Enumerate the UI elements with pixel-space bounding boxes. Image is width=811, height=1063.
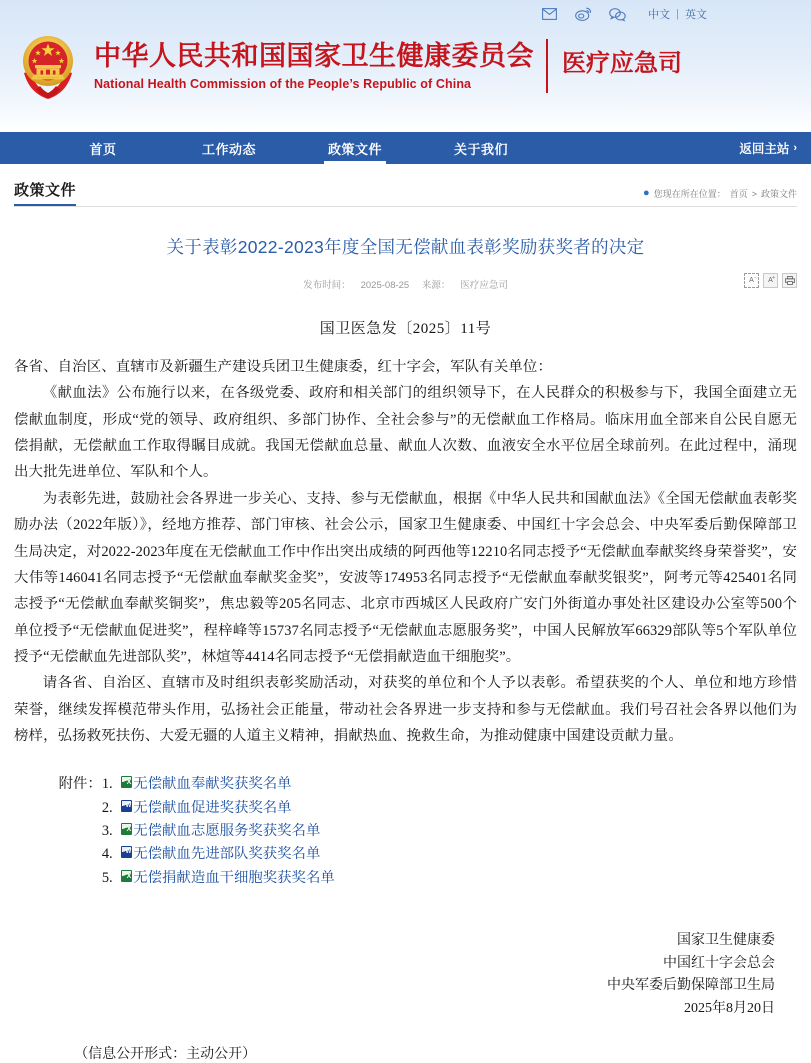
font-decrease-button[interactable]: [744, 273, 759, 288]
paragraph-background: 《献血法》公布施行以来，在各级党委、政府和相关部门的组织领导下，在人民群众的积极参与下，我国全面建立无偿献血制度，形成“党的领导、政府组织、多部门协作、全社会参与”的无偿献血工作格局。临床用血全部来自公民自愿无偿捐献，无偿献血工作取得瞩目成就。我国无偿献血总量、献血人次数、血液安全水平位居全球前列。在此过程中，涌现出大批先进单位、军队和个人。: [14, 385, 797, 481]
article-body: [14, 354, 797, 749]
section-bar: [14, 173, 797, 207]
utility-bar: [0, 0, 811, 28]
attachment-item[interactable]: [102, 820, 335, 843]
article-title: 关于表彰2022-2023年度全国无偿献血表彰奖励获奖者的决定: [166, 237, 645, 257]
attachments-list: [102, 773, 335, 890]
language-switch: [642, 6, 713, 22]
document-number: 国卫医急发〔2025〕11号: [319, 321, 492, 337]
article-tools: [744, 273, 797, 288]
breadcrumb-separator: >: [751, 188, 757, 199]
breadcrumb-home-link[interactable]: 首页: [729, 189, 748, 199]
paragraph-awards: 为表彰先进，鼓励社会各界进一步关心、支持、参与无偿献血，根据《中华人民共和国献血法》《全国无偿献血表彰奖励办法（2022年版）》，经地方推荐、部门审核、社会公示，国家卫生健康委、中国红十字会总会、中央军委后勤保障部卫生局决定，对2022-2023年度在无偿献血工作中作出突出成绩的阿西他等12210名同志授予“无偿献血奉献奖终身荣誉奖”，安大伟等146041名同志授予“无偿献血奉献奖金奖”，安波等174953名同志授予“无偿献血奉献奖银奖”，阿考元等425401名同志授予“无偿献血奉献奖铜奖”，焦忠毅等205名同志、北京市西城区人民政府广安门外街道办事处社区建设办公室等500个单位授予“无偿献血促进奖”，程梓峰等15737名同志授予“无偿献血志愿服务奖”，中国人民解放军66329部队等5个军队单位授予“无偿献血先进部队奖”，林煊等4414名同志授予“无偿捐献造血干细胞奖”。: [14, 490, 797, 665]
site-title-en: National Health Commission of the People’s Republic of China: [94, 77, 472, 92]
attachments-label: 附件：: [58, 776, 102, 793]
weibo-icon[interactable]: [566, 3, 600, 25]
publish-time-label: 发布时间：: [303, 280, 351, 291]
attachment-item[interactable]: [102, 773, 335, 796]
excel-file-icon: [121, 776, 132, 788]
attachment-link[interactable]: 无偿献血先进部队奖获奖名单: [133, 846, 321, 863]
font-increase-glyph: A: [768, 277, 773, 284]
font-increase-sup: +: [772, 275, 775, 281]
location-pin-icon: ●: [643, 187, 650, 199]
attachment-link[interactable]: 无偿捐献造血干细胞奖获奖名单: [133, 869, 335, 886]
signature-line: 国家卫生健康委: [677, 933, 775, 949]
site-header: [0, 0, 811, 132]
attachments-row: [14, 773, 797, 890]
word-file-icon: [121, 846, 132, 858]
breadcrumb-prefix: 您现在所在位置：: [653, 189, 726, 199]
attachment-item[interactable]: [102, 797, 335, 820]
paragraph-call-to-action: 请各省、自治区、直辖市及时组织表彰奖励活动，对获奖的单位和个人予以表彰。希望获奖的个人、单位和地方珍惜荣誉，继续发挥模范带头作用，弘扬社会正能量，带动社会各界进一步支持和参与无偿献血。我们号召社会各界以他们为榜样，弘扬救死扶伤、大爱无疆的人道主义精神，捐献热血、挽救生命，为推动健康中国建设贡献力量。: [14, 675, 797, 745]
source-value: 医疗应急司: [460, 280, 508, 291]
breadcrumb-current-link[interactable]: 政策文件: [760, 189, 797, 199]
attachment-number: 3.: [101, 823, 113, 840]
attachments-section: [14, 773, 797, 890]
font-increase-button[interactable]: [763, 273, 778, 288]
wechat-icon[interactable]: [600, 3, 634, 25]
word-file-icon: [121, 800, 132, 812]
page-title: 政策文件: [14, 179, 76, 206]
paragraph-salutation: 各省、自治区、直辖市及新疆生产建设兵团卫生健康委，红十字会，军队有关单位：: [14, 359, 553, 375]
attachment-number: 5.: [101, 869, 113, 886]
site-title-cn: 中华人民共和国国家卫生健康委员会: [94, 40, 534, 71]
department-title: 医疗应急司: [562, 50, 682, 77]
attachment-link[interactable]: 无偿献血奉献奖获奖名单: [133, 776, 292, 793]
lang-separator: |: [676, 8, 679, 20]
article: [0, 234, 811, 1063]
disclosure-footnote: （信息公开形式：主动公开）: [74, 1046, 257, 1062]
signature-line: 中国红十字会总会: [663, 955, 775, 971]
nav-item-about-us[interactable]: 关于我们: [453, 141, 508, 157]
national-emblem-icon: [14, 31, 82, 101]
signature-block: [14, 930, 797, 1021]
source-label: 来源：: [421, 280, 451, 291]
back-to-main-site-label: 返回主站: [739, 142, 790, 156]
signature-date: 2025年8月20日: [684, 1001, 775, 1017]
print-button[interactable]: [782, 273, 797, 288]
brand-titles: [94, 39, 682, 93]
attachment-number: 1.: [101, 776, 113, 793]
nav-item-list: [0, 132, 544, 164]
mail-icon[interactable]: [532, 3, 566, 25]
excel-file-icon: [121, 870, 132, 882]
publish-date: 2025-08-25: [360, 280, 410, 291]
lang-en-link[interactable]: 英文: [685, 9, 707, 21]
nav-item-work-updates[interactable]: 工作动态: [201, 141, 256, 157]
excel-file-icon: [121, 823, 132, 835]
attachment-number: 4.: [101, 846, 113, 863]
attachment-item[interactable]: [102, 867, 335, 890]
lang-cn-link[interactable]: 中文: [648, 9, 671, 21]
article-meta: [14, 277, 797, 291]
nav-item-home[interactable]: 首页: [89, 141, 117, 157]
nav-item-policy-documents[interactable]: 政策文件: [292, 132, 418, 164]
brand-row: [0, 31, 811, 101]
back-to-main-site-link[interactable]: [739, 132, 811, 164]
attachment-item[interactable]: [102, 843, 335, 866]
signature-line: 中央军委后勤保障部卫生局: [607, 978, 775, 994]
brand-divider: [546, 39, 548, 93]
attachment-link[interactable]: 无偿献血志愿服务奖获奖名单: [133, 823, 321, 840]
main-navigation: [0, 132, 811, 164]
breadcrumb: [643, 187, 797, 206]
font-decrease-sup: -: [754, 275, 756, 281]
print-icon: [785, 276, 795, 285]
font-decrease-glyph: A: [749, 277, 754, 284]
attachment-link[interactable]: 无偿献血促进奖获奖名单: [133, 799, 292, 816]
attachment-number: 2.: [101, 799, 113, 816]
chevron-right-icon: ›: [793, 142, 797, 154]
